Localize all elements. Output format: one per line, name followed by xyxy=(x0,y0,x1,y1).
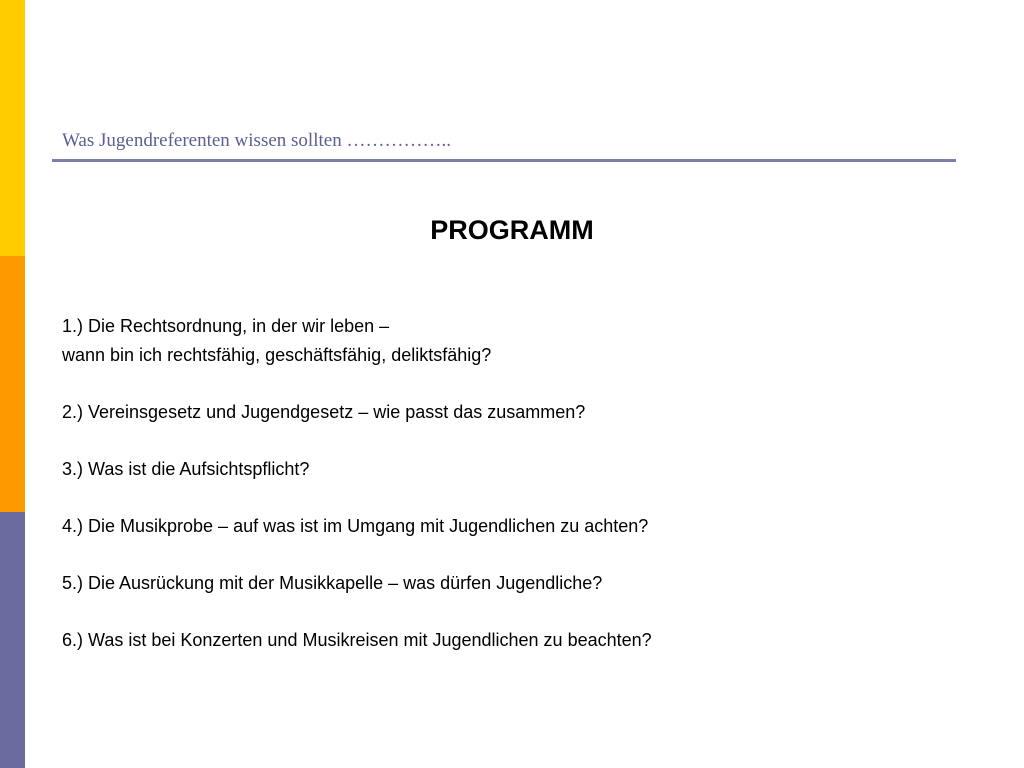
program-item-5 xyxy=(62,569,652,598)
program-item-line: 5.) Die Ausrückung mit der Musikkapelle – was dürfen Jugendliche? xyxy=(62,573,603,593)
program-item-line: 3.) Was ist die Aufsichtspflicht? xyxy=(62,459,310,479)
program-item-line: 6.) Was ist bei Konzerten und Musikreisen mit Jugendlichen zu beachten? xyxy=(62,630,652,650)
program-item-line: 1.) Die Rechtsordnung, in der wir leben – xyxy=(62,316,390,336)
program-list xyxy=(62,312,652,683)
header-divider xyxy=(52,159,956,162)
program-item-4 xyxy=(62,512,652,541)
program-item-2 xyxy=(62,398,652,427)
program-item-1 xyxy=(62,312,652,370)
program-item-3 xyxy=(62,455,652,484)
side-bar-orange xyxy=(0,256,25,512)
program-item-line: wann bin ich rechtsfähig, geschäftsfähig, deliktsfähig? xyxy=(62,345,492,365)
page-title: PROGRAMM xyxy=(430,215,594,245)
header-title: Was Jugendreferenten wissen sollten …………….. xyxy=(62,130,451,151)
program-item-line: 2.) Vereinsgesetz und Jugendgesetz – wie passt das zusammen? xyxy=(62,402,586,422)
program-item-line: 4.) Die Musikprobe – auf was ist im Umgang mit Jugendlichen zu achten? xyxy=(62,516,649,536)
side-bar-purple xyxy=(0,512,25,768)
program-item-6 xyxy=(62,626,652,655)
